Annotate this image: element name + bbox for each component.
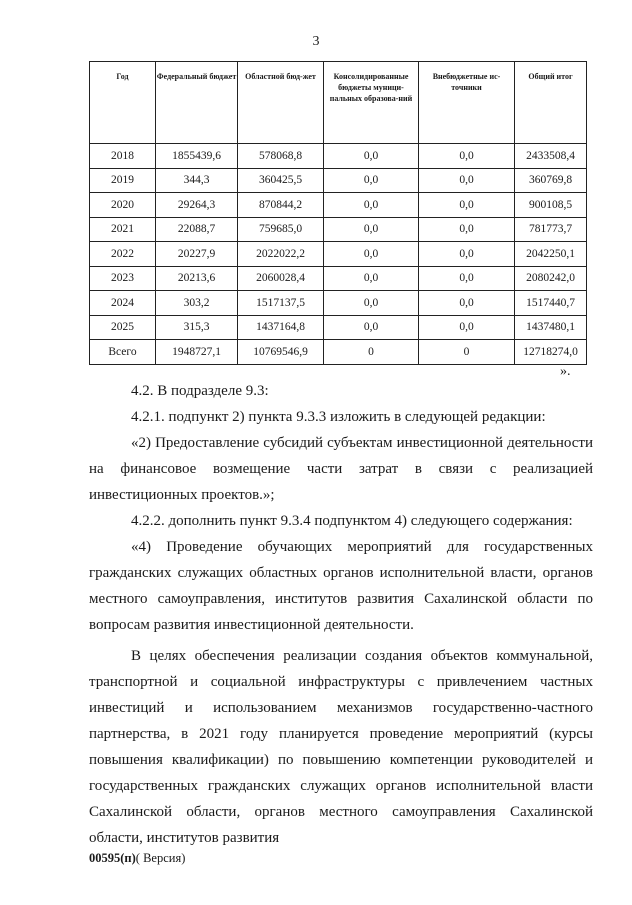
body-text [89,378,593,638]
cell-municipal: 0 [324,340,419,365]
cell-year: 2022 [90,242,156,267]
cell-year: 2021 [90,217,156,242]
cell-regional: 578068,8 [238,144,324,169]
paragraph: «4) Проведение обучающих мероприятий для государственных гражданских служащих областных органов исполнительной власти, органов местного самоуправления, институтов развития Сахалинской области по вопросам развития инвестиционной деятельности. [89,539,593,633]
table-row [90,266,587,291]
column-header-federal: Федеральный бюджет [156,62,238,144]
body-text-continued [89,643,593,851]
cell-extrabudgetary: 0,0 [419,144,515,169]
column-header-total: Общий итог [515,62,587,144]
cell-federal: 303,2 [156,291,238,316]
table-row [90,193,587,218]
column-header-municipal: Консолидированные бюджеты муници-пальных образова-ний [324,62,419,144]
cell-total: 12718274,0 [515,340,587,365]
cell-total: 1437480,1 [515,315,587,340]
column-header-regional: Областной бюд-жет [238,62,324,144]
column-header-year: Год [90,62,156,144]
paragraph: 4.2. В подразделе 9.3: [131,383,269,399]
cell-total: 900108,5 [515,193,587,218]
footer [89,851,185,866]
cell-federal: 344,3 [156,168,238,193]
cell-total: 1517440,7 [515,291,587,316]
cell-extrabudgetary: 0,0 [419,266,515,291]
table-header-row [90,62,587,144]
cell-regional: 2022022,2 [238,242,324,267]
cell-federal: 22088,7 [156,217,238,242]
table-row [90,315,587,340]
cell-year: 2020 [90,193,156,218]
cell-regional: 2060028,4 [238,266,324,291]
cell-municipal: 0,0 [324,242,419,267]
document-version: ( Версия) [135,851,186,865]
table-row [90,217,587,242]
cell-year: 2025 [90,315,156,340]
cell-federal: 20213,6 [156,266,238,291]
paragraph: 4.2.2. дополнить пункт 9.3.4 подпунктом 4) следующего содержания: [131,513,573,529]
table-row [90,144,587,169]
cell-total: 2433508,4 [515,144,587,169]
cell-municipal: 0,0 [324,266,419,291]
cell-municipal: 0,0 [324,291,419,316]
cell-extrabudgetary: 0,0 [419,193,515,218]
cell-regional: 870844,2 [238,193,324,218]
budget-table [89,61,587,365]
cell-year: 2019 [90,168,156,193]
document-code: 00595(п) [89,851,136,865]
cell-regional: 360425,5 [238,168,324,193]
cell-municipal: 0,0 [324,217,419,242]
cell-year: Всего [90,340,156,365]
cell-federal: 20227,9 [156,242,238,267]
cell-federal: 1855439,6 [156,144,238,169]
cell-total: 2080242,0 [515,266,587,291]
cell-federal: 315,3 [156,315,238,340]
cell-total: 360769,8 [515,168,587,193]
cell-federal: 1948727,1 [156,340,238,365]
table-row [90,291,587,316]
cell-extrabudgetary: 0,0 [419,315,515,340]
cell-extrabudgetary: 0,0 [419,242,515,267]
cell-municipal: 0,0 [324,315,419,340]
cell-regional: 759685,0 [238,217,324,242]
cell-total: 2042250,1 [515,242,587,267]
cell-extrabudgetary: 0 [419,340,515,365]
cell-municipal: 0,0 [324,168,419,193]
column-header-extrabudgetary: Внебюджетные ис-точники [419,62,515,144]
cell-extrabudgetary: 0,0 [419,291,515,316]
cell-year: 2018 [90,144,156,169]
cell-year: 2023 [90,266,156,291]
cell-regional: 1437164,8 [238,315,324,340]
cell-total: 781773,7 [515,217,587,242]
cell-federal: 29264,3 [156,193,238,218]
cell-year: 2024 [90,291,156,316]
table-row [90,242,587,267]
paragraph: 4.2.1. подпункт 2) пункта 9.3.3 изложить в следующей редакции: [131,409,546,425]
table-row [90,168,587,193]
table-total-row [90,340,587,365]
cell-municipal: 0,0 [324,144,419,169]
cell-extrabudgetary: 0,0 [419,168,515,193]
cell-extrabudgetary: 0,0 [419,217,515,242]
cell-regional: 10769546,9 [238,340,324,365]
closing-quote: ». [560,364,571,379]
paragraph: «2) Предоставление субсидий субъектам инвестиционной деятельности на финансовое возмещение части затрат в связи с реализацией инвестиционных проектов.»; [89,435,593,503]
cell-municipal: 0,0 [324,193,419,218]
paragraph: В целях обеспечения реализации создания объектов коммунальной, транспортной и социальной инфраструктуры с привлечением частных инвестиций и использованием механизмов государственно-частного партнерства, в 2021 году планируется проведение мероприятий (курсы повышения квалификации) по повышению компетенции руководителей и государственных гражданских служащих органов исполнительной власти Сахалинской области, органов местного самоуправления Сахалинской области, институтов развития [89,648,593,846]
page-number: 3 [312,34,320,49]
cell-regional: 1517137,5 [238,291,324,316]
